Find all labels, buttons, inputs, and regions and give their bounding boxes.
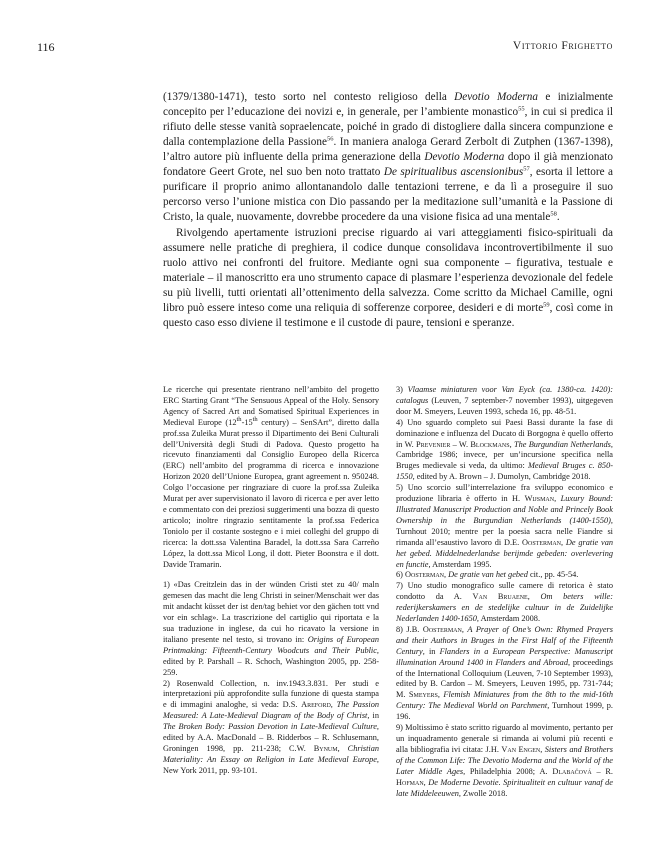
footnote: 4) Uno sguardo completo sui Paesi Bassi durante la fase di dominazione e influenza del Ducato di Borgogna è quello offerto in W. Prevenier – W. Blockmans, The Burgundian Netherlands, Cambridge 1986; invece, per un’incursione specifica nella Bruges medievale si veda, da ultimo: Medieval Bruges c. 850-1550, edited by A. Brown – J. Dumolyn, Cambridge 2018. — [396, 417, 613, 482]
footnotes-left-column — [163, 385, 379, 777]
paragraph: Rivolgendo apertamente istruzioni precise riguardo ai vari atteggiamenti fisico-spirituali da assumere nelle pratiche di preghiera, il codice dunque consolidava incontrovertibilmente il suo ruolo attivo nei confronti del fruitore. Mediante ogni sua componente – figurativa, testuale e materiale – il manoscritto era uno strumento capace di plasmare l’esperienza devozionale del fedele su più livelli, tutti orientati all’ottenimento della salvezza. Come scritto da Michael Camille, ogni libro può essere inteso come una reliquia di sofferenze corporee, desideri e di morte$^{59}$, così come in questo caso esso diviene il testimone e il custode di paure, tensioni e speranze. — [163, 227, 613, 329]
footnotes-right-column — [396, 385, 613, 799]
acknowledgement-note: Le ricerche qui presentate rientrano nell’ambito del progetto ERC Starting Grant “The Sensuous Appeal of the Holy. Sensory Agency of Sacred Art and Somatised Spiritual Experiences in Medieval Europe (12th-15th century) – SenSArt”, diretto dalla prof.ssa Zuleika Murat presso il Dipartimento dei Beni Culturali dell’Università degli Studi di Padova. Questo progetto ha ricevuto finanziamenti dal Consiglio Europeo della Ricerca (ERC) nell’ambito del programma di ricerca e innovazione Horizon 2020 dell’Unione Europea, grant agreement n. 950248. Colgo l’occasione per ringraziare di cuore la prof.ssa Zuleika Murat per aver supervisionato il lavoro di ricerca e per aver letto e commentato con dei preziosi suggerimenti una bozza di questo articolo; inoltre ringrazio sentitamente la prof.ssa Federica Toniolo per il costante sostegno e i miei colleghi del gruppo di ricerca: la dott.ssa Valentina Baradel, la dott.ssa Sara Carreño López, la dott.ssa Micol Long, il dott. Pieter Boonstra e il dott. Davide Tramarin. — [163, 385, 379, 569]
footnote-ref[interactable]: 57 — [523, 165, 530, 173]
page-number: 116 — [37, 40, 55, 54]
page-header — [37, 40, 613, 58]
footnote: 6) Oosterman, De gratie van het gebed cit., pp. 45-54. — [396, 570, 579, 580]
footnote: 5) Uno scorcio sull’interrelazione fra sviluppo economico e produzione libraria è offerto in H. Wijsman, Luxury Bound: Illustrated Manuscript Production and Noble and Princely Book Ownership in the Burgundian Netherlands (1400-1550), Turnhout 2010; mentre per la poesia sacra nelle Fiandre si rimanda all’esaustivo lavoro di D.E. Oosterman, De gratie van het gebed. Middelnederlandse berijmde gebeden: overlevering en functie, Amsterdam 1995. — [396, 483, 613, 569]
paragraph: (1379/1380-1471), testo sorto nel contesto religioso della Devotio Moderna e inizialmente concepito per l’educazione dei novizi e, in generale, per l’ambiente monastico$^{55}$, in cui si predica il rifiuto delle stesse vanità sopraelencate, poiché in grado di distogliere dalla sincera compunzione e dalla contemplazione della Passione$^{56}$. In maniera analoga Gerard Zerbolt di Zutphen (1367-1398), l’altro autore più influente della prima generazione della Devotio Moderna dopo il già menzionato fondatore Geert Grote, nel suo ben noto trattato De spiritualibus ascensionibus$^{57}$, esorta il lettore a purificare il proprio animo allontanandolo dalle tentazioni terrene, e da lì a proseguire il suo percorso verso l’unione mistica con Dio passando per la meditazione sull’umanità e la Passione di Cristo, la quale, nuovamente, dovrebbe procedere da una visione fisica ad una mentale$^{58}$. — [163, 91, 613, 223]
footnote-ref[interactable]: 56 — [326, 135, 334, 143]
footnote-ref[interactable]: 59 — [543, 301, 550, 309]
footnote: 7) Uno studio monografico sulle camere di retorica è stato condotto da A. Van Bruaene, Om beters wille: rederijkerskamers en de stedelijke cultuur in de Zuidelijke Nederlanden 1400-1650, Amsterdam 2008. — [396, 581, 613, 624]
footnote: 3) Vlaamse miniaturen voor Van Eyck (ca. 1380-ca. 1420): catalogus (Leuven, 7 september-7 november 1993), uitgegeven door M. Smeyers, Leuven 1993, scheda 16, pp. 48-51. — [396, 385, 613, 416]
footnote: 9) Moltissimo è stato scritto riguardo al movimento, pertanto per un inquadramento generale si rimanda ai volumi più recenti e alla bibliografia ivi citata: J.H. Van Engen, Sisters and Brothers of the Common Life: The Devotio Moderna and the World of the Later Middle Ages, Philadelphia 2008; A. Dlabačová – R. Hofman, De Moderne Devotie. Spiritualiteit en cultuur vanaf de late Middeleeuwen, Zwolle 2018. — [396, 723, 614, 798]
main-text — [163, 90, 613, 331]
footnote-ref[interactable]: 55 — [518, 105, 525, 113]
footnote: 1) «Das Creitzlein das in der wünden Cristi stet zu 40/ maln gemesen das macht die leng Christi in seiner/Menschait wer das mit andacht küsset der ist den/tag behiet vor den gächen tott vnd vor ein schlag». La trascrizione del cartiglio qui riportata e la sua traduzione in inglese, da cui ho ricavato la versione in italiano presente nel testo, si trovano in: Origins of European Printmaking: Fifteenth-Century Woodcuts and Their Public, edited by P. Parshall – R. Schoch, Washington 2005, pp. 258-259. — [163, 580, 380, 677]
running-head: Vittorio Frighetto — [512, 40, 613, 52]
footnote-ref[interactable]: 58 — [550, 210, 557, 218]
footnote: 8) J.B. Oosterman, A Prayer of One’s Own: Rhymed Prayers and their Authors in Bruges in the First Half of the Fifteenth Century, in Flanders in a European Perspective: Manuscript illumination Around 1400 in Flanders and Abroad, proceedings of the International Colloquium (Leuven, 7-10 September 1993), edited by B. Cardon – M. Smeyers, Leuven 1995, pp. 731-744; M. Smeyers, Flemish Miniatures from the 8th to the mid-16th Century: The Medieval World on Parchment, Turnhout 1999, p. 196. — [396, 624, 613, 722]
footnote: 2) Rosenwald Collection, n. inv.1943.3.831. Per studi e interpretazioni più approfondite sulla funzione di questa stampa e di immagini analoghe, si veda: D.S. Areford, The Passion Measured: A Late-Medieval Diagram of the Body of Christ, in The Broken Body: Passion Devotion in Late-Medieval Culture, edited by A.A. MacDonald – B. Ridderbos – R. Schlusemann, Groningen 1998, pp. 211-238; C.W. Bynum, Christian Materiality: An Essay on Religion in Late Medieval Europe, New York 2011, pp. 93-101. — [163, 678, 380, 775]
